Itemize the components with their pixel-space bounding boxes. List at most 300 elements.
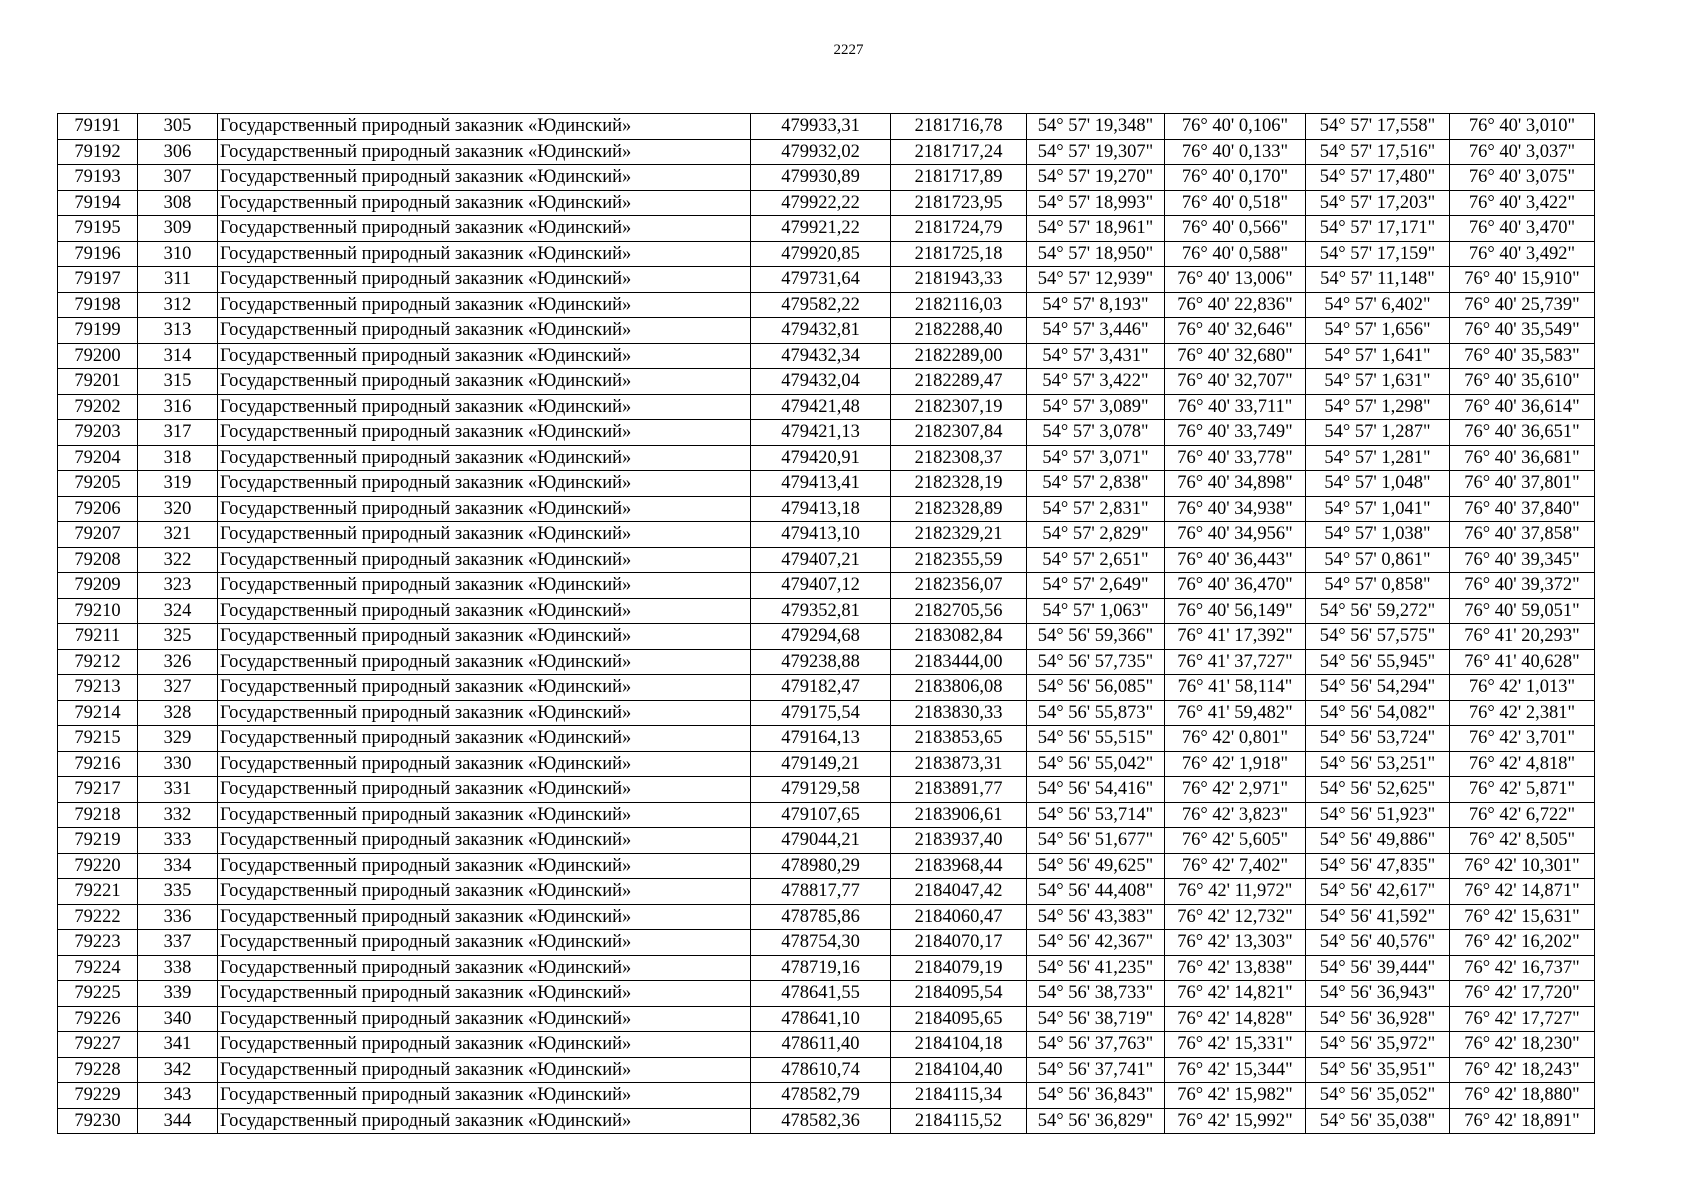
row-number-cell: 79202 xyxy=(58,394,138,420)
y-coordinate-cell: 2181725,18 xyxy=(891,241,1027,267)
x-coordinate-cell: 478582,36 xyxy=(751,1108,891,1134)
row-number-cell: 79227 xyxy=(58,1032,138,1058)
longitude-cell: 76° 42' 0,801" xyxy=(1165,726,1306,752)
reserve-name-cell: Государственный природный заказник «Юдинский» xyxy=(218,1032,751,1058)
reserve-name-cell: Государственный природный заказник «Юдинский» xyxy=(218,904,751,930)
longitude-cell: 76° 42' 1,918" xyxy=(1165,751,1306,777)
x-coordinate-cell: 478754,30 xyxy=(751,930,891,956)
reserve-name-cell: Государственный природный заказник «Юдинский» xyxy=(218,675,751,701)
latitude-cell: 54° 56' 51,677" xyxy=(1027,828,1165,854)
x-coordinate-cell: 478785,86 xyxy=(751,904,891,930)
longitude-cell: 76° 42' 12,732" xyxy=(1165,904,1306,930)
y-coordinate-cell: 2182356,07 xyxy=(891,573,1027,599)
longitude-alt-cell: 76° 40' 36,614" xyxy=(1450,394,1595,420)
longitude-cell: 76° 40' 0,518" xyxy=(1165,190,1306,216)
latitude-alt-cell: 54° 57' 1,641" xyxy=(1306,343,1450,369)
row-number-cell: 79218 xyxy=(58,802,138,828)
reserve-name-cell: Государственный природный заказник «Юдинский» xyxy=(218,292,751,318)
row-number-cell: 79206 xyxy=(58,496,138,522)
latitude-alt-cell: 54° 57' 11,148" xyxy=(1306,267,1450,293)
latitude-cell: 54° 56' 42,367" xyxy=(1027,930,1165,956)
latitude-cell: 54° 56' 38,733" xyxy=(1027,981,1165,1007)
latitude-alt-cell: 54° 56' 49,886" xyxy=(1306,828,1450,854)
row-number-cell: 79221 xyxy=(58,879,138,905)
point-number-cell: 320 xyxy=(138,496,218,522)
longitude-cell: 76° 40' 33,778" xyxy=(1165,445,1306,471)
point-number-cell: 326 xyxy=(138,649,218,675)
x-coordinate-cell: 478582,79 xyxy=(751,1083,891,1109)
x-coordinate-cell: 479164,13 xyxy=(751,726,891,752)
table-row xyxy=(58,1057,1595,1083)
latitude-cell: 54° 57' 3,431" xyxy=(1027,343,1165,369)
table-row xyxy=(58,930,1595,956)
table-row xyxy=(58,802,1595,828)
row-number-cell: 79196 xyxy=(58,241,138,267)
y-coordinate-cell: 2182288,40 xyxy=(891,318,1027,344)
point-number-cell: 310 xyxy=(138,241,218,267)
point-number-cell: 323 xyxy=(138,573,218,599)
longitude-alt-cell: 76° 40' 39,372" xyxy=(1450,573,1595,599)
row-number-cell: 79214 xyxy=(58,700,138,726)
x-coordinate-cell: 479421,13 xyxy=(751,420,891,446)
page-number: 2227 xyxy=(833,42,864,58)
point-number-cell: 340 xyxy=(138,1006,218,1032)
table-row xyxy=(58,904,1595,930)
y-coordinate-cell: 2184047,42 xyxy=(891,879,1027,905)
table-row xyxy=(58,420,1595,446)
longitude-alt-cell: 76° 40' 3,422" xyxy=(1450,190,1595,216)
longitude-alt-cell: 76° 40' 25,739" xyxy=(1450,292,1595,318)
reserve-name-cell: Государственный природный заказник «Юдинский» xyxy=(218,573,751,599)
row-number-cell: 79213 xyxy=(58,675,138,701)
longitude-alt-cell: 76° 40' 3,492" xyxy=(1450,241,1595,267)
longitude-alt-cell: 76° 42' 14,871" xyxy=(1450,879,1595,905)
latitude-cell: 54° 56' 54,416" xyxy=(1027,777,1165,803)
reserve-name-cell: Государственный природный заказник «Юдинский» xyxy=(218,726,751,752)
x-coordinate-cell: 478980,29 xyxy=(751,853,891,879)
table-row xyxy=(58,955,1595,981)
table-row xyxy=(58,445,1595,471)
latitude-cell: 54° 57' 19,307" xyxy=(1027,139,1165,165)
reserve-name-cell: Государственный природный заказник «Юдинский» xyxy=(218,216,751,242)
y-coordinate-cell: 2183968,44 xyxy=(891,853,1027,879)
table-row xyxy=(58,700,1595,726)
y-coordinate-cell: 2184115,52 xyxy=(891,1108,1027,1134)
latitude-cell: 54° 57' 2,651" xyxy=(1027,547,1165,573)
table-row xyxy=(58,1108,1595,1134)
longitude-cell: 76° 42' 15,992" xyxy=(1165,1108,1306,1134)
point-number-cell: 309 xyxy=(138,216,218,242)
reserve-name-cell: Государственный природный заказник «Юдинский» xyxy=(218,802,751,828)
row-number-cell: 79212 xyxy=(58,649,138,675)
point-number-cell: 328 xyxy=(138,700,218,726)
latitude-alt-cell: 54° 57' 0,858" xyxy=(1306,573,1450,599)
table-row xyxy=(58,879,1595,905)
y-coordinate-cell: 2181717,24 xyxy=(891,139,1027,165)
reserve-name-cell: Государственный природный заказник «Юдинский» xyxy=(218,1006,751,1032)
row-number-cell: 79201 xyxy=(58,369,138,395)
latitude-alt-cell: 54° 56' 41,592" xyxy=(1306,904,1450,930)
longitude-alt-cell: 76° 42' 5,871" xyxy=(1450,777,1595,803)
latitude-cell: 54° 57' 1,063" xyxy=(1027,598,1165,624)
y-coordinate-cell: 2183806,08 xyxy=(891,675,1027,701)
y-coordinate-cell: 2184079,19 xyxy=(891,955,1027,981)
longitude-alt-cell: 76° 42' 18,891" xyxy=(1450,1108,1595,1134)
latitude-alt-cell: 54° 56' 35,951" xyxy=(1306,1057,1450,1083)
longitude-alt-cell: 76° 42' 6,722" xyxy=(1450,802,1595,828)
x-coordinate-cell: 479420,91 xyxy=(751,445,891,471)
longitude-cell: 76° 42' 15,982" xyxy=(1165,1083,1306,1109)
latitude-cell: 54° 56' 44,408" xyxy=(1027,879,1165,905)
point-number-cell: 338 xyxy=(138,955,218,981)
y-coordinate-cell: 2184104,18 xyxy=(891,1032,1027,1058)
longitude-cell: 76° 40' 0,106" xyxy=(1165,114,1306,140)
row-number-cell: 79197 xyxy=(58,267,138,293)
point-number-cell: 317 xyxy=(138,420,218,446)
x-coordinate-cell: 479922,22 xyxy=(751,190,891,216)
y-coordinate-cell: 2182116,03 xyxy=(891,292,1027,318)
table-row xyxy=(58,624,1595,650)
table-row xyxy=(58,649,1595,675)
x-coordinate-cell: 479352,81 xyxy=(751,598,891,624)
latitude-alt-cell: 54° 56' 36,928" xyxy=(1306,1006,1450,1032)
row-number-cell: 79195 xyxy=(58,216,138,242)
longitude-cell: 76° 41' 59,482" xyxy=(1165,700,1306,726)
row-number-cell: 79208 xyxy=(58,547,138,573)
y-coordinate-cell: 2182289,47 xyxy=(891,369,1027,395)
point-number-cell: 314 xyxy=(138,343,218,369)
y-coordinate-cell: 2184115,34 xyxy=(891,1083,1027,1109)
table-row xyxy=(58,675,1595,701)
x-coordinate-cell: 478611,40 xyxy=(751,1032,891,1058)
longitude-cell: 76° 40' 32,646" xyxy=(1165,318,1306,344)
latitude-cell: 54° 57' 3,071" xyxy=(1027,445,1165,471)
latitude-cell: 54° 57' 8,193" xyxy=(1027,292,1165,318)
latitude-alt-cell: 54° 57' 6,402" xyxy=(1306,292,1450,318)
longitude-cell: 76° 41' 58,114" xyxy=(1165,675,1306,701)
x-coordinate-cell: 479920,85 xyxy=(751,241,891,267)
latitude-alt-cell: 54° 56' 40,576" xyxy=(1306,930,1450,956)
latitude-alt-cell: 54° 57' 17,480" xyxy=(1306,165,1450,191)
y-coordinate-cell: 2182308,37 xyxy=(891,445,1027,471)
table-row xyxy=(58,1006,1595,1032)
table-row xyxy=(58,598,1595,624)
reserve-name-cell: Государственный природный заказник «Юдинский» xyxy=(218,879,751,905)
row-number-cell: 79210 xyxy=(58,598,138,624)
x-coordinate-cell: 479432,34 xyxy=(751,343,891,369)
longitude-cell: 76° 40' 34,938" xyxy=(1165,496,1306,522)
point-number-cell: 321 xyxy=(138,522,218,548)
longitude-alt-cell: 76° 40' 37,801" xyxy=(1450,471,1595,497)
latitude-cell: 54° 56' 38,719" xyxy=(1027,1006,1165,1032)
longitude-cell: 76° 42' 3,823" xyxy=(1165,802,1306,828)
x-coordinate-cell: 479294,68 xyxy=(751,624,891,650)
row-number-cell: 79200 xyxy=(58,343,138,369)
point-number-cell: 316 xyxy=(138,394,218,420)
row-number-cell: 79205 xyxy=(58,471,138,497)
y-coordinate-cell: 2183891,77 xyxy=(891,777,1027,803)
latitude-cell: 54° 57' 3,089" xyxy=(1027,394,1165,420)
latitude-alt-cell: 54° 56' 47,835" xyxy=(1306,853,1450,879)
x-coordinate-cell: 479407,21 xyxy=(751,547,891,573)
y-coordinate-cell: 2184095,54 xyxy=(891,981,1027,1007)
longitude-cell: 76° 40' 0,170" xyxy=(1165,165,1306,191)
x-coordinate-cell: 479182,47 xyxy=(751,675,891,701)
point-number-cell: 313 xyxy=(138,318,218,344)
point-number-cell: 319 xyxy=(138,471,218,497)
point-number-cell: 305 xyxy=(138,114,218,140)
row-number-cell: 79225 xyxy=(58,981,138,1007)
row-number-cell: 79192 xyxy=(58,139,138,165)
point-number-cell: 312 xyxy=(138,292,218,318)
reserve-name-cell: Государственный природный заказник «Юдинский» xyxy=(218,420,751,446)
reserve-name-cell: Государственный природный заказник «Юдинский» xyxy=(218,114,751,140)
y-coordinate-cell: 2182329,21 xyxy=(891,522,1027,548)
point-number-cell: 341 xyxy=(138,1032,218,1058)
point-number-cell: 327 xyxy=(138,675,218,701)
point-number-cell: 306 xyxy=(138,139,218,165)
latitude-cell: 54° 56' 56,085" xyxy=(1027,675,1165,701)
point-number-cell: 318 xyxy=(138,445,218,471)
row-number-cell: 79230 xyxy=(58,1108,138,1134)
latitude-alt-cell: 54° 56' 54,294" xyxy=(1306,675,1450,701)
point-number-cell: 308 xyxy=(138,190,218,216)
reserve-name-cell: Государственный природный заказник «Юдинский» xyxy=(218,624,751,650)
longitude-cell: 76° 40' 22,836" xyxy=(1165,292,1306,318)
x-coordinate-cell: 479932,02 xyxy=(751,139,891,165)
table-row xyxy=(58,471,1595,497)
row-number-cell: 79204 xyxy=(58,445,138,471)
longitude-alt-cell: 76° 40' 39,345" xyxy=(1450,547,1595,573)
table-row xyxy=(58,777,1595,803)
x-coordinate-cell: 479421,48 xyxy=(751,394,891,420)
y-coordinate-cell: 2181716,78 xyxy=(891,114,1027,140)
latitude-alt-cell: 54° 56' 36,943" xyxy=(1306,981,1450,1007)
table-row xyxy=(58,547,1595,573)
latitude-cell: 54° 57' 12,939" xyxy=(1027,267,1165,293)
x-coordinate-cell: 479413,41 xyxy=(751,471,891,497)
y-coordinate-cell: 2184070,17 xyxy=(891,930,1027,956)
longitude-alt-cell: 76° 40' 3,075" xyxy=(1450,165,1595,191)
latitude-cell: 54° 57' 3,422" xyxy=(1027,369,1165,395)
row-number-cell: 79194 xyxy=(58,190,138,216)
x-coordinate-cell: 479413,18 xyxy=(751,496,891,522)
latitude-alt-cell: 54° 57' 1,048" xyxy=(1306,471,1450,497)
longitude-cell: 76° 41' 17,392" xyxy=(1165,624,1306,650)
reserve-name-cell: Государственный природный заказник «Юдинский» xyxy=(218,955,751,981)
table-row xyxy=(58,190,1595,216)
table-row xyxy=(58,241,1595,267)
longitude-alt-cell: 76° 40' 35,610" xyxy=(1450,369,1595,395)
y-coordinate-cell: 2184104,40 xyxy=(891,1057,1027,1083)
point-number-cell: 307 xyxy=(138,165,218,191)
reserve-name-cell: Государственный природный заказник «Юдинский» xyxy=(218,777,751,803)
latitude-cell: 54° 57' 2,649" xyxy=(1027,573,1165,599)
row-number-cell: 79215 xyxy=(58,726,138,752)
longitude-cell: 76° 42' 13,303" xyxy=(1165,930,1306,956)
table-row xyxy=(58,573,1595,599)
longitude-cell: 76° 40' 33,711" xyxy=(1165,394,1306,420)
latitude-alt-cell: 54° 57' 17,203" xyxy=(1306,190,1450,216)
x-coordinate-cell: 478817,77 xyxy=(751,879,891,905)
longitude-alt-cell: 76° 42' 4,818" xyxy=(1450,751,1595,777)
latitude-alt-cell: 54° 57' 1,041" xyxy=(1306,496,1450,522)
point-number-cell: 342 xyxy=(138,1057,218,1083)
row-number-cell: 79203 xyxy=(58,420,138,446)
table-row xyxy=(58,1032,1595,1058)
latitude-alt-cell: 54° 56' 57,575" xyxy=(1306,624,1450,650)
latitude-alt-cell: 54° 56' 59,272" xyxy=(1306,598,1450,624)
latitude-alt-cell: 54° 56' 35,972" xyxy=(1306,1032,1450,1058)
latitude-alt-cell: 54° 56' 54,082" xyxy=(1306,700,1450,726)
latitude-alt-cell: 54° 57' 1,298" xyxy=(1306,394,1450,420)
reserve-name-cell: Государственный природный заказник «Юдинский» xyxy=(218,1057,751,1083)
longitude-cell: 76° 40' 0,588" xyxy=(1165,241,1306,267)
reserve-name-cell: Государственный природный заказник «Юдинский» xyxy=(218,547,751,573)
longitude-alt-cell: 76° 41' 40,628" xyxy=(1450,649,1595,675)
longitude-cell: 76° 42' 7,402" xyxy=(1165,853,1306,879)
reserve-name-cell: Государственный природный заказник «Юдинский» xyxy=(218,700,751,726)
y-coordinate-cell: 2182307,84 xyxy=(891,420,1027,446)
reserve-name-cell: Государственный природный заказник «Юдинский» xyxy=(218,241,751,267)
latitude-alt-cell: 54° 56' 53,251" xyxy=(1306,751,1450,777)
y-coordinate-cell: 2181717,89 xyxy=(891,165,1027,191)
reserve-name-cell: Государственный природный заказник «Юдинский» xyxy=(218,318,751,344)
table-row xyxy=(58,343,1595,369)
reserve-name-cell: Государственный природный заказник «Юдинский» xyxy=(218,190,751,216)
x-coordinate-cell: 479044,21 xyxy=(751,828,891,854)
x-coordinate-cell: 479731,64 xyxy=(751,267,891,293)
longitude-alt-cell: 76° 42' 8,505" xyxy=(1450,828,1595,854)
x-coordinate-cell: 479933,31 xyxy=(751,114,891,140)
latitude-cell: 54° 56' 49,625" xyxy=(1027,853,1165,879)
point-number-cell: 331 xyxy=(138,777,218,803)
longitude-cell: 76° 40' 32,707" xyxy=(1165,369,1306,395)
latitude-cell: 54° 56' 55,873" xyxy=(1027,700,1165,726)
latitude-alt-cell: 54° 57' 17,171" xyxy=(1306,216,1450,242)
reserve-name-cell: Государственный природный заказник «Юдинский» xyxy=(218,445,751,471)
reserve-name-cell: Государственный природный заказник «Юдинский» xyxy=(218,598,751,624)
y-coordinate-cell: 2184095,65 xyxy=(891,1006,1027,1032)
reserve-name-cell: Государственный природный заказник «Юдинский» xyxy=(218,496,751,522)
x-coordinate-cell: 479432,04 xyxy=(751,369,891,395)
latitude-cell: 54° 56' 55,042" xyxy=(1027,751,1165,777)
longitude-cell: 76° 42' 14,828" xyxy=(1165,1006,1306,1032)
longitude-alt-cell: 76° 42' 16,202" xyxy=(1450,930,1595,956)
reserve-name-cell: Государственный природный заказник «Юдинский» xyxy=(218,1083,751,1109)
table-row xyxy=(58,139,1595,165)
point-number-cell: 329 xyxy=(138,726,218,752)
x-coordinate-cell: 479582,22 xyxy=(751,292,891,318)
longitude-cell: 76° 42' 13,838" xyxy=(1165,955,1306,981)
point-number-cell: 335 xyxy=(138,879,218,905)
longitude-cell: 76° 41' 37,727" xyxy=(1165,649,1306,675)
reserve-name-cell: Государственный природный заказник «Юдинский» xyxy=(218,930,751,956)
longitude-alt-cell: 76° 40' 36,651" xyxy=(1450,420,1595,446)
longitude-alt-cell: 76° 40' 35,549" xyxy=(1450,318,1595,344)
point-number-cell: 311 xyxy=(138,267,218,293)
longitude-cell: 76° 42' 2,971" xyxy=(1165,777,1306,803)
longitude-cell: 76° 40' 0,566" xyxy=(1165,216,1306,242)
y-coordinate-cell: 2181723,95 xyxy=(891,190,1027,216)
reserve-name-cell: Государственный природный заказник «Юдинский» xyxy=(218,267,751,293)
reserve-name-cell: Государственный природный заказник «Юдинский» xyxy=(218,828,751,854)
row-number-cell: 79191 xyxy=(58,114,138,140)
point-number-cell: 324 xyxy=(138,598,218,624)
table-row xyxy=(58,751,1595,777)
latitude-cell: 54° 57' 18,950" xyxy=(1027,241,1165,267)
row-number-cell: 79223 xyxy=(58,930,138,956)
longitude-alt-cell: 76° 40' 3,037" xyxy=(1450,139,1595,165)
x-coordinate-cell: 478641,55 xyxy=(751,981,891,1007)
table-body xyxy=(58,114,1595,1134)
latitude-alt-cell: 54° 57' 17,159" xyxy=(1306,241,1450,267)
x-coordinate-cell: 479432,81 xyxy=(751,318,891,344)
table-row xyxy=(58,828,1595,854)
y-coordinate-cell: 2183830,33 xyxy=(891,700,1027,726)
row-number-cell: 79226 xyxy=(58,1006,138,1032)
point-number-cell: 322 xyxy=(138,547,218,573)
row-number-cell: 79211 xyxy=(58,624,138,650)
longitude-alt-cell: 76° 40' 59,051" xyxy=(1450,598,1595,624)
point-number-cell: 337 xyxy=(138,930,218,956)
latitude-alt-cell: 54° 57' 1,631" xyxy=(1306,369,1450,395)
y-coordinate-cell: 2182328,19 xyxy=(891,471,1027,497)
table-row xyxy=(58,267,1595,293)
longitude-alt-cell: 76° 41' 20,293" xyxy=(1450,624,1595,650)
reserve-name-cell: Государственный природный заказник «Юдинский» xyxy=(218,853,751,879)
longitude-alt-cell: 76° 40' 35,583" xyxy=(1450,343,1595,369)
point-number-cell: 330 xyxy=(138,751,218,777)
x-coordinate-cell: 479175,54 xyxy=(751,700,891,726)
table-row xyxy=(58,394,1595,420)
point-number-cell: 339 xyxy=(138,981,218,1007)
reserve-name-cell: Государственный природный заказник «Юдинский» xyxy=(218,343,751,369)
latitude-cell: 54° 57' 19,348" xyxy=(1027,114,1165,140)
longitude-alt-cell: 76° 42' 17,727" xyxy=(1450,1006,1595,1032)
y-coordinate-cell: 2183082,84 xyxy=(891,624,1027,650)
latitude-cell: 54° 57' 2,838" xyxy=(1027,471,1165,497)
longitude-alt-cell: 76° 42' 16,737" xyxy=(1450,955,1595,981)
point-number-cell: 332 xyxy=(138,802,218,828)
row-number-cell: 79217 xyxy=(58,777,138,803)
longitude-cell: 76° 40' 34,956" xyxy=(1165,522,1306,548)
latitude-alt-cell: 54° 57' 1,656" xyxy=(1306,318,1450,344)
reserve-name-cell: Государственный природный заказник «Юдинский» xyxy=(218,165,751,191)
longitude-cell: 76° 42' 15,344" xyxy=(1165,1057,1306,1083)
longitude-alt-cell: 76° 40' 36,681" xyxy=(1450,445,1595,471)
x-coordinate-cell: 479149,21 xyxy=(751,751,891,777)
longitude-cell: 76° 40' 36,470" xyxy=(1165,573,1306,599)
latitude-cell: 54° 56' 41,235" xyxy=(1027,955,1165,981)
latitude-cell: 54° 56' 36,829" xyxy=(1027,1108,1165,1134)
row-number-cell: 79224 xyxy=(58,955,138,981)
table-row xyxy=(58,726,1595,752)
longitude-cell: 76° 40' 36,443" xyxy=(1165,547,1306,573)
x-coordinate-cell: 479930,89 xyxy=(751,165,891,191)
x-coordinate-cell: 479107,65 xyxy=(751,802,891,828)
latitude-alt-cell: 54° 56' 51,923" xyxy=(1306,802,1450,828)
x-coordinate-cell: 479407,12 xyxy=(751,573,891,599)
table-row xyxy=(58,1083,1595,1109)
point-number-cell: 315 xyxy=(138,369,218,395)
x-coordinate-cell: 478610,74 xyxy=(751,1057,891,1083)
point-number-cell: 343 xyxy=(138,1083,218,1109)
table-row xyxy=(58,165,1595,191)
y-coordinate-cell: 2182307,19 xyxy=(891,394,1027,420)
latitude-alt-cell: 54° 56' 35,038" xyxy=(1306,1108,1450,1134)
reserve-name-cell: Государственный природный заказник «Юдинский» xyxy=(218,471,751,497)
